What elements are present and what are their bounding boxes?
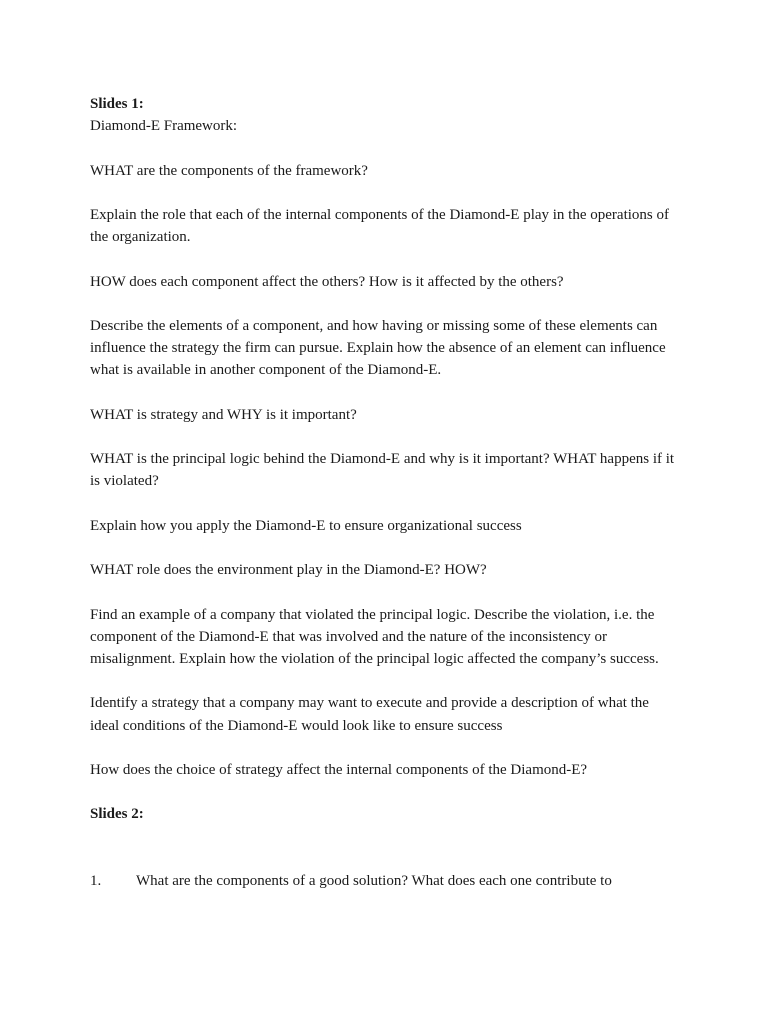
paragraph: How does the choice of strategy affect the internal components of the Diamond-E? bbox=[90, 761, 588, 778]
list-number: 1. bbox=[90, 872, 102, 889]
paragraph: Explain the role that each of the internal components of the Diamond-E play in the operations of the organization. bbox=[90, 206, 669, 246]
framework-title: Diamond-E Framework: bbox=[90, 118, 238, 135]
paragraph: Describe the elements of a component, and how having or missing some of these elements can influence the strategy the firm can pursue. Explain how the absence of an element can influence what is available in another component of the Diamond-E. bbox=[90, 317, 666, 379]
paragraph: WHAT is strategy and WHY is it important? bbox=[90, 406, 357, 423]
paragraph: WHAT is the principal logic behind the Diamond-E and why is it important? WHAT happens if it is violated? bbox=[90, 451, 675, 490]
paragraph: WHAT role does the environment play in the Diamond-E? HOW? bbox=[90, 562, 487, 579]
document-body bbox=[90, 93, 680, 892]
list-text: What are the components of a good solution? What does each one contribute to bbox=[136, 872, 612, 889]
spacer bbox=[90, 848, 680, 870]
paragraph: HOW does each component affect the others? How is it affected by the others? bbox=[90, 273, 564, 290]
list-item bbox=[90, 870, 680, 892]
paragraph: WHAT are the components of the framework? bbox=[90, 162, 368, 179]
slides1-heading: Slides 1: bbox=[90, 96, 144, 112]
slides2-heading: Slides 2: bbox=[90, 806, 144, 823]
paragraph: Identify a strategy that a company may want to execute and provide a description of what the ideal conditions of the Diamond-E would look like to ensure success bbox=[90, 695, 649, 734]
paragraph: Explain how you apply the Diamond-E to ensure organizational success bbox=[90, 517, 522, 534]
paragraph: Find an example of a company that violated the principal logic. Describe the violation, i.e. the component of the Diamond-E that was involved and the nature of the inconsistency or misalignment. Explain how the violation of the principal logic affected the company’s success. bbox=[90, 606, 659, 667]
